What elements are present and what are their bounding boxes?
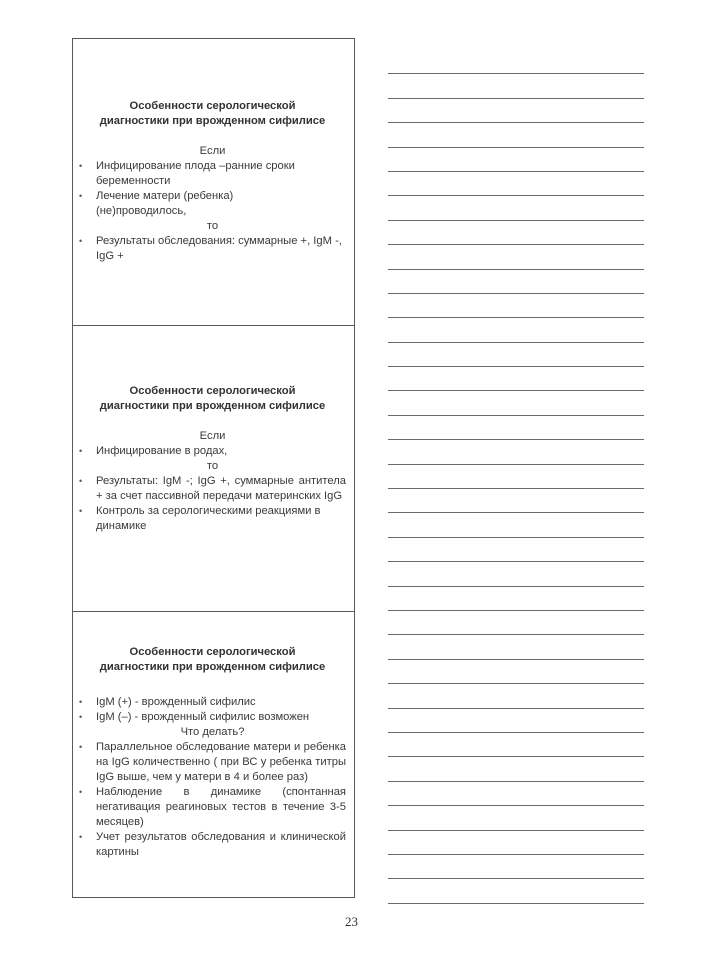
page-number: 23 bbox=[345, 914, 358, 929]
list-item: • Параллельное обследование матери и ребенка на IgG количественно ( при ВС у ребенка титры IgG выше, чем у матери в 4 и более раз) bbox=[79, 740, 346, 785]
if-word: Если bbox=[199, 145, 226, 157]
note-line bbox=[388, 611, 644, 635]
then-word: то bbox=[206, 460, 219, 472]
list-item: • Инфицирование в родах, bbox=[79, 444, 346, 459]
note-line bbox=[388, 50, 644, 74]
notes-lines bbox=[388, 50, 644, 904]
conditions-list bbox=[79, 159, 346, 219]
note-line bbox=[388, 294, 644, 318]
note-line bbox=[388, 684, 644, 708]
note-line bbox=[388, 245, 644, 269]
slides-column bbox=[72, 38, 355, 898]
list-item: • Наблюдение в динамике (спонтанная негативация реагиновых тестов в течение 3-5 месяцев) bbox=[79, 785, 346, 830]
list-item: • Лечение матери (ребенка) (не)проводилось, bbox=[79, 189, 346, 219]
note-line bbox=[388, 391, 644, 415]
note-line bbox=[388, 855, 644, 879]
note-line bbox=[388, 757, 644, 781]
slide-2 bbox=[73, 325, 354, 611]
note-line bbox=[388, 782, 644, 806]
note-line bbox=[388, 148, 644, 172]
note-line bbox=[388, 635, 644, 659]
note-line bbox=[388, 221, 644, 245]
slide-1 bbox=[73, 39, 354, 325]
note-line bbox=[388, 416, 644, 440]
note-line bbox=[388, 660, 644, 684]
note-line bbox=[388, 172, 644, 196]
note-line bbox=[388, 709, 644, 733]
note-line bbox=[388, 465, 644, 489]
list-item: • IgM (–) - врожденный сифилис возможен bbox=[79, 710, 346, 725]
if-word: Если bbox=[199, 430, 226, 442]
list-item: • Результаты обследования: суммарные +, IgM -, IgG + bbox=[79, 234, 346, 264]
igm-list bbox=[79, 695, 346, 725]
note-line bbox=[388, 367, 644, 391]
note-line bbox=[388, 806, 644, 830]
note-line bbox=[388, 831, 644, 855]
slide-title: Особенности серологической диагностики при врожденном сифилисе bbox=[99, 646, 326, 673]
note-line bbox=[388, 270, 644, 294]
slide-title: Особенности серологической диагностики при врожденном сифилисе bbox=[99, 100, 326, 127]
list-item: • Контроль за серологическими реакциями в динамике bbox=[79, 504, 346, 534]
note-line bbox=[388, 343, 644, 367]
note-line bbox=[388, 879, 644, 903]
note-line bbox=[388, 74, 644, 98]
question-text: Что делать? bbox=[180, 726, 245, 738]
note-line bbox=[388, 733, 644, 757]
then-word: то bbox=[206, 220, 219, 232]
note-line bbox=[388, 318, 644, 342]
list-item: • Результаты: IgM -; IgG +, суммарные антитела + за счет пассивной передачи материнских IgG bbox=[79, 474, 346, 504]
list-item: • Учет результатов обследования и клинической картины bbox=[79, 830, 346, 860]
conditions-list bbox=[79, 444, 346, 459]
note-line bbox=[388, 513, 644, 537]
note-line bbox=[388, 99, 644, 123]
note-line bbox=[388, 196, 644, 220]
note-line bbox=[388, 538, 644, 562]
slide-title: Особенности серологической диагностики при врожденном сифилисе bbox=[99, 385, 326, 412]
actions-list bbox=[79, 740, 346, 860]
note-line bbox=[388, 562, 644, 586]
note-line bbox=[388, 440, 644, 464]
slide-3 bbox=[73, 611, 354, 898]
note-line bbox=[388, 123, 644, 147]
list-item: • Инфицирование плода –ранние сроки беременности bbox=[79, 159, 346, 189]
results-list bbox=[79, 234, 346, 264]
note-line bbox=[388, 587, 644, 611]
list-item: • IgM (+) - врожденный сифилис bbox=[79, 695, 346, 710]
note-line bbox=[388, 489, 644, 513]
results-list bbox=[79, 474, 346, 534]
